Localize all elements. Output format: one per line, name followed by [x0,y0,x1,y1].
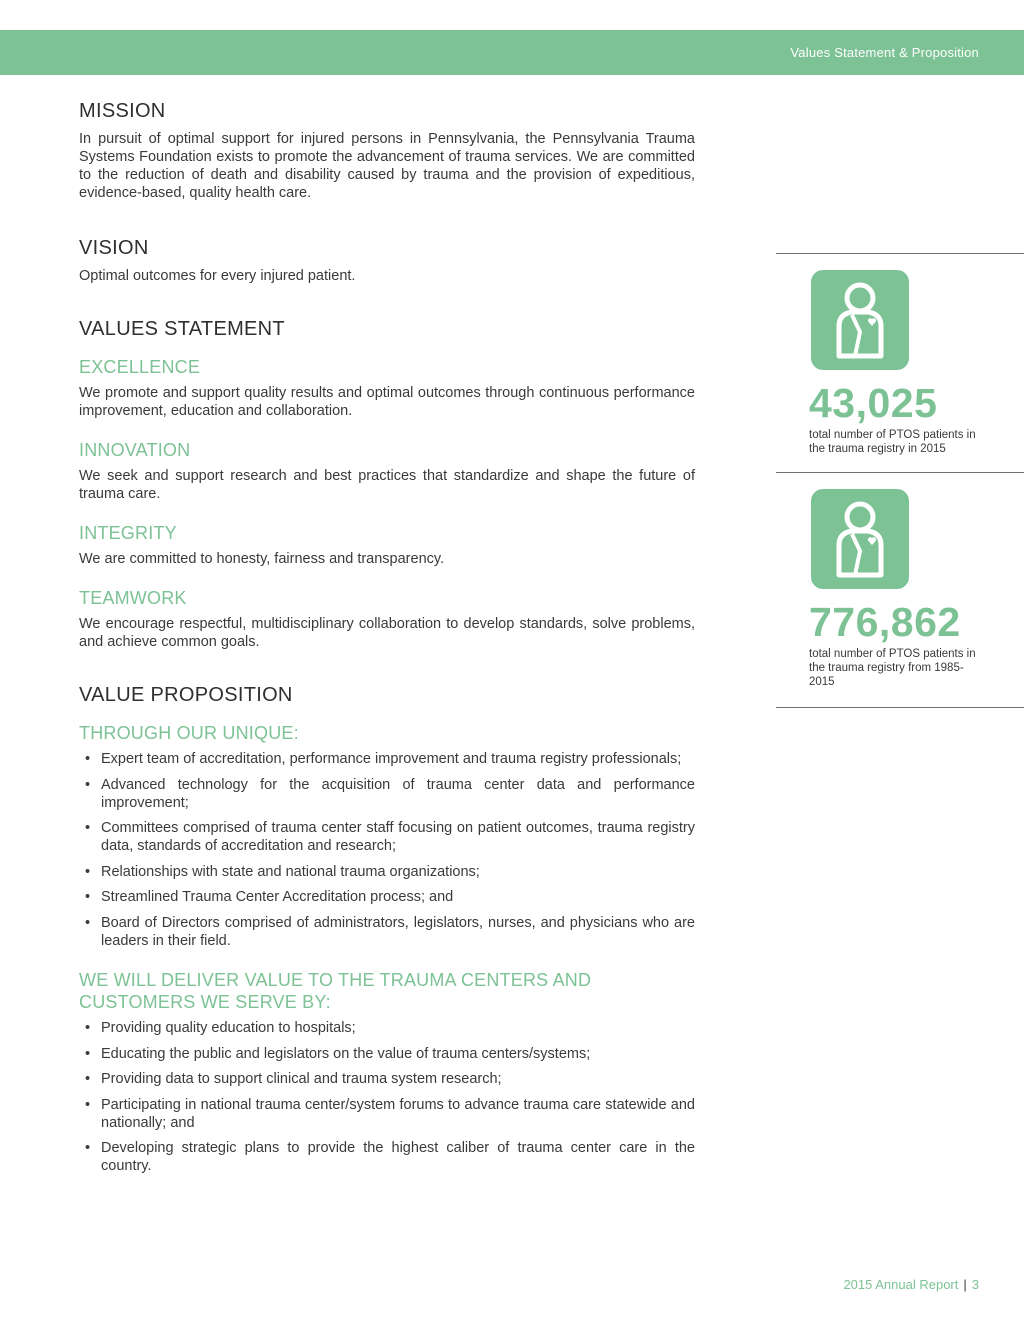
value-title-integrity: INTEGRITY [79,523,177,543]
main-content [79,100,695,1183]
vision-text: Optimal outcomes for every injured patient. [79,268,356,284]
patient-icon [811,270,909,370]
list-item: • Providing data to support clinical and trauma system research; [79,1070,695,1088]
stat-1985-2015 [776,473,1024,707]
deliver-title: WE WILL DELIVER VALUE TO THE TRAUMA CENTERS AND CUSTOMERS WE SERVE BY: [79,970,592,1012]
stat-caption: total number of PTOS patients in the trauma registry from 1985-2015 [809,648,976,688]
page-footer [843,1277,979,1292]
list-item: • Advanced technology for the acquisition of trauma center data and performance improvement; [79,776,695,812]
list-item: • Expert team of accreditation, performance improvement and trauma registry professionals; [79,750,695,768]
list-item: • Providing quality education to hospitals; [79,1019,695,1037]
unique-list [79,750,695,950]
footer-separator: | [963,1277,967,1292]
page-number: 3 [971,1277,979,1292]
vision-heading: VISION [79,237,149,259]
list-item: • Board of Directors comprised of administrators, legislators, nurses, and physicians who are leaders in their field. [79,914,695,950]
value-title-excellence: EXCELLENCE [79,357,201,377]
list-item: • Streamlined Trauma Center Accreditation process; and [79,888,695,906]
report-label: 2015 Annual Report [843,1277,959,1292]
proposition-heading: VALUE PROPOSITION [79,684,293,706]
value-title-teamwork: TEAMWORK [79,588,187,608]
list-item: • Developing strategic plans to provide the highest caliber of trauma center care in the country. [79,1139,695,1175]
stats-sidebar [776,253,1024,708]
stat-value: 776,862 [809,599,961,645]
list-item: • Relationships with state and national trauma organizations; [79,863,695,881]
list-item: • Educating the public and legislators on the value of trauma centers/systems; [79,1045,695,1063]
stat-2015 [776,254,1024,472]
unique-title: THROUGH OUR UNIQUE: [79,723,299,743]
value-text-integrity: We are committed to honesty, fairness and transparency. [79,551,445,567]
value-text-excellence: We promote and support quality results and optimal outcomes through continuous performance improvement, education and collaboration. [79,385,695,419]
stat-value: 43,025 [809,380,938,426]
mission-heading: MISSION [79,100,166,122]
patient-icon-glyph [811,489,909,589]
patient-icon-glyph [811,270,909,370]
list-item: • Participating in national trauma center/system forums to advance trauma care statewide and nationally; and [79,1096,695,1132]
value-text-teamwork: We encourage respectful, multidisciplinary collaboration to develop standards, solve problems, and achieve common goals. [79,616,695,650]
values-heading: VALUES STATEMENT [79,318,285,340]
mission-text: In pursuit of optimal support for injured persons in Pennsylvania, the Pennsylvania Trauma Systems Foundation exists to promote the advancement of trauma services. We are committed to the reduction of death and disability caused by trauma and the provision of expeditious, evidence-based, quality health care. [79,131,695,201]
value-title-innovation: INNOVATION [79,440,191,460]
value-text-innovation: We seek and support research and best practices that standardize and shape the future of trauma care. [79,468,695,502]
patient-icon [811,489,909,589]
deliver-list [79,1019,695,1175]
page-header-title: Values Statement & Proposition [790,45,979,60]
divider [776,707,1024,708]
stat-caption: total number of PTOS patients in the trauma registry in 2015 [809,429,976,455]
list-item: • Committees comprised of trauma center staff focusing on patient outcomes, trauma registry data, standards of accreditation and research; [79,819,695,855]
